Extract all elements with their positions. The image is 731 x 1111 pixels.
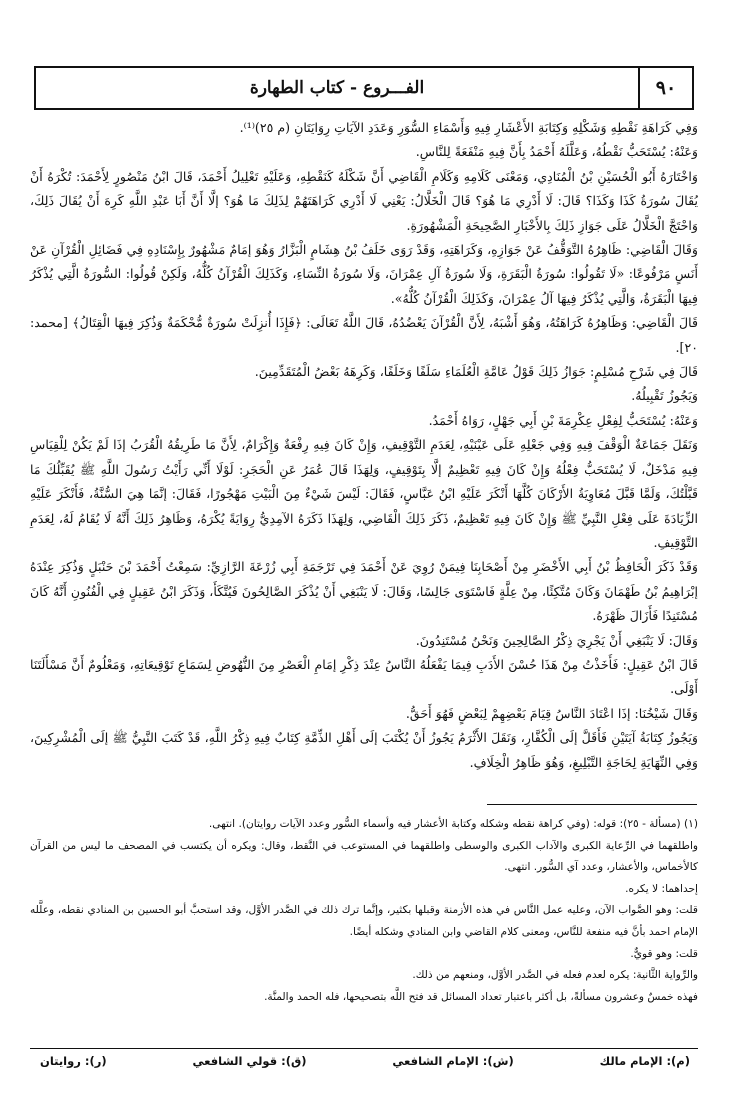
paragraph: وَقَالَ الْقَاضِي: ظَاهِرُهُ التَّوَقُّفُ عَنْ جَوَازِهِ، وَكَرَاهَتِهِ، وَقَدْ رَوَى خَلَفُ بْنُ هِشَامٍ الْبَزَّارُ وَهُوَ إمَامٌ مَشْهُورٌ بِإِسْنَادِهِ فِي فَضَائِلِ الْقُرْآنِ عَنْ أَنَسٍ مَرْفُوعًا: «لَا تَقُولُوا: سُورَةُ الْبَقَرَةِ، وَلَا سُورَةُ آلِ عِمْرَانَ، وَلَا سُورَةُ النِّسَاءِ، وَكَذَلِكَ الْقُرْآنُ كُلُّهُ، وَلَكِنْ قُولُوا: السُّورَةُ الَّتِي يُذْكَرُ فِيهَا الْبَقَرَةُ، وَالَّتِي يُذْكَرُ فِيهَا آلُ عِمْرَانَ، وَكَذَلِكَ الْقُرْآنُ كُلُّهُ». [30,242,698,306]
legend-two-narrations: (ر): روايتان [40,1054,107,1068]
page-header [34,66,694,110]
footnote-line: والرِّواية الثَّانية: يكره لعدم فعله في الصَّدر الأوَّل، ومنعهم من ذلك. [412,969,698,982]
footnotes [30,814,698,1008]
main-text [30,116,698,775]
legend-shafii-two-views: (ق): قولي الشافعي [192,1054,307,1068]
footnote-line: فهذه خمسٌ وعشرون مسألةً، بل أكثر باعتبار تعداد المسائل قد فتح اللَّه بتصحيحها، فله الحمد والمنَّة. [264,990,698,1003]
legend-shafii: (ش): الإمام الشافعي [392,1054,514,1068]
footnote-separator [487,804,697,805]
paragraph: وَنَقَلَ جَمَاعَةٌ الْوَقْفَ فِيهِ وَفِي جَعْلِهِ عَلَى عَيْنَيْهِ، لِعَدَمِ التَّوْقِيفِ، وَإِنْ كَانَ فِيهِ رِفْعَةٌ وَإِكْرَامٌ، لِأَنَّ مَا طَرِيقُهُ الْقُرَبُ إذَا لَمْ يَكُنْ لِلْقِيَاسِ فِيهِ مَدْخَلٌ، لَا يُسْتَحَبُّ فِعْلُهُ وَإِنْ كَانَ فِيهِ تَعْظِيمٌ إلَّا بِتَوْقِيفٍ، وَلِهَذَا قَالَ عُمَرُ عَنِ الْحَجَرِ: لَوْلَا أَنِّي رَأَيْتُ رَسُولَ اللَّهِ ﷺ يُقَبِّلُكَ مَا قَبَّلْتُكَ، وَلَمَّا قَبَّلَ مُعَاوِيَةُ الأَرْكَانَ كُلَّهَا أَنْكَرَ عَلَيْهِ ابْنُ عَبَّاسٍ، فَقَالَ: لَيْسَ شَيْءٌ مِنَ الْبَيْتِ مَهْجُورًا، فَقَالَ: إنَّمَا هِيَ السُّنَّةُ، فَأَنْكَرَ عَلَيْهِ الزِّيَادَةَ عَلَى فِعْلِ النَّبِيِّ ﷺ وَإِنْ كَانَ فِيهِ تَعْظِيمٌ، ذَكَرَ ذَلِكَ الْقَاضِي، وَلِهَذَا ذَكَرَهُ الآمِدِيُّ رِوَايَةً يُكْرَهُ، وَظَاهِرُ ذَلِكَ أَنَّهُ لَا يُقَامُ لَهُ، لِعَدَمِ التَّوْقِيفِ. [30,437,698,550]
legend-malik: (م): الإمام مالك [599,1054,690,1068]
footer-legend [40,1054,690,1068]
paragraph: قَالَ الْقَاضِي: وَظَاهِرُهُ كَرَاهَتُهُ، وَهُوَ أَشْبَهُ، لِأَنَّ الْقُرْآنَ يَعْضُدُهُ، قَالَ اللَّهُ تَعَالَى: ﴿فَإِذَا أُنزِلَتْ سُورَةٌ مُّحْكَمَةٌ وَذُكِرَ فِيهَا الْقِتَالُ﴾ [محمد: ٢٠]. [30,315,698,355]
paragraph: وَيَجُوزُ تَقْبِيلُهُ. [631,388,698,404]
footnote-line: واطلقهما في الرِّعاية الكبرى والآداب الكبرى والوسطى واطلقهما في المستوعب في النَّقط، وقال: ويكره أن يكتسب في المصحف ما ليس من القرآن كالأخماس، والأعشار، وعدد آي السُّور. انتهى. [30,839,698,874]
footnote-line: قلت: وهو قويٌّ. [630,947,698,960]
paragraph: وَقَالَ شَيْخُنَا: إذَا اعْتَادَ النَّاسُ قِيَامَ بَعْضِهِمْ لِبَعْضٍ فَهُوَ أَحَقُّ. [405,705,698,721]
footnote-line: إحداهما: لا يكره. [625,882,698,895]
paragraph: قَالَ ابْنُ عَقِيلٍ: فَأَخَذْتُ مِنْ هَذَا حُسْنَ الأَدَبِ فِيمَا يَفْعَلُهُ النَّاسُ عِنْدَ ذِكْرِ إمَامِ الْعَصْرِ مِنَ النُّهُوضِ لِسَمَاعِ تَوْقِيعَاتِهِ، وَمَعْلُومٌ أَنَّ مَسْأَلَتَنَا أَوْلَى. [30,656,698,697]
footer-divider [30,1048,698,1049]
footnote-line: قلت: وهو الصَّواب الآن، وعليه عمل النَّاس في هذه الأزمنة وقبلها بكثير، وإنَّما ترك ذلك في الصَّدر الأوَّل، وقد استحبَّ أبو الحسين بن المنادي نقطه، وعلَّله الإمام احمد بأنَّ فيه منفعة للنَّاس، ومعنى كلام القاضي وابن المنادي وشكله أيضًا. [30,904,698,938]
paragraph: وَقَالَ: لَا يَنْبَغِي أَنْ يَجْرِيَ ذِكْرُ الصَّالِحِينَ وَنَحْنُ مُسْتَنِدُونَ. [415,632,698,648]
paragraph: وَقَدْ ذَكَرَ الْحَافِظُ بْنُ أَبِي الأَخْضَرِ مِنْ أَصْحَابِنَا فِيمَنْ رُوِيَ عَنْ أَحْمَدَ فِي تَرْجَمَةِ أَبِي زُرْعَةَ الرَّازِيِّ: سَمِعْتُ أَحْمَدَ بْنَ حَنْبَلٍ وَذُكِرَ عِنْدَهُ إبْرَاهِيمُ بْنُ طَهْمَانَ وَكَانَ مُتَّكِئًا، مِنْ عِلَّةٍ فَاسْتَوَى جَالِسًا، وَقَالَ: لَا يَنْبَغِي أَنْ يُذْكَرَ الصَّالِحُونَ فَيُتَّكَأَ، وَذَكَرَ ابْنُ عَقِيلٍ فِي الْفُنُونِ أَنَّهُ كَانَ مُسْتَنِدًا فَأَزَالَ ظَهْرَهُ. [30,559,698,624]
paragraph: وَعَنْهُ: يُسْتَحَبُّ لِفِعْلِ عِكْرِمَةَ بْنِ أَبِي جَهْلٍ، رَوَاهُ أَحْمَدُ. [428,412,698,428]
paragraph: وَفِي كَرَاهَةِ نَقْطِهِ وَشَكْلِهِ وَكِتَابَةِ الأَعْشَارِ فِيهِ وَأَسْمَاءِ السُّوَرِ وَعَدَدِ الآيَاتِ رِوَايَتَانِ (م ٢٥)⁽¹⁾. [239,120,698,135]
page-number: ٩٠ [638,68,692,108]
paragraph: وَيَجُوزُ كِتَابَةُ آيَتَيْنِ فَأَقَلَّ إلَى الْكُفَّارِ، وَنَقَلَ الأَثْرَمُ يَجُوزُ أَنْ يُكْتَبَ إلَى أَهْلِ الذِّمَّةِ كِتَابٌ فِيهِ ذِكْرُ اللَّهِ، قَدْ كَتَبَ النَّبِيُّ ﷺ إلَى الْمُشْرِكِينَ، وَفِي النِّهَايَةِ لِحَاجَةِ التَّبْلِيغِ، وَهُوَ ظَاهِرُ الْخِلَافِ. [30,730,698,770]
paragraph: وَعَنْهُ: يُسْتَحَبُّ نَقْطُهُ، وَعَلَّلَهُ أَحْمَدُ بِأَنَّ فِيهِ مَنْفَعَةً لِلنَّاسِ. [415,144,698,160]
paragraph: وَاخْتَارَهُ أَبُو الْحُسَيْنِ بْنُ الْمُنَادِي، وَمَعْنَى كَلَامِهِ وَكَلَامِ الْقَاضِي أَنَّ شَكْلَهُ كَنَقْطِهِ، وَعَلَيْهِ تَعْلِيلُ أَحْمَدَ، قَالَ ابْنُ مَنْصُورٍ لِأَحْمَدَ: تُكْرَهُ أَنْ يُقَالَ سُورَةُ كَذَا وَكَذَا؟ قَالَ: لَا أَدْرِي مَا هُوَ؟ قَالَ الْخَلَّالُ: يَعْنِي لَا أَدْرِي كَرَاهَتَهُمْ لِذَلِكَ مَا هُوَ؟ إلَّا أَنَّ أَبَا عَبْدِ اللَّهِ كَرِهَ أَنْ يُقَالَ ذَلِكَ، وَاحْتَجَّ الْخَلَّالُ عَلَى جَوَازِ ذَلِكَ بِالأَخْبَارِ الصَّحِيحَةِ الْمَشْهُورَةِ. [30,168,698,233]
page-title: الفـــروع - كتاب الطهارة [249,78,425,98]
paragraph: قَالَ فِي شَرْحِ مُسْلِمٍ: جَوَازُ ذَلِكَ قَوْلُ عَامَّةِ الْعُلَمَاءِ سَلَفًا وَخَلَفًا، وَكَرِهَهُ بَعْضُ الْمُتَقَدِّمِينَ. [254,364,698,380]
footnote-line: (١) (مسألة - ٢٥): قوله: (وفي كراهة نقطه وشكله وكتابة الأعشار فيه وأسماء السُّور وعدد الآيات روايتان). انتهى. [208,818,698,830]
